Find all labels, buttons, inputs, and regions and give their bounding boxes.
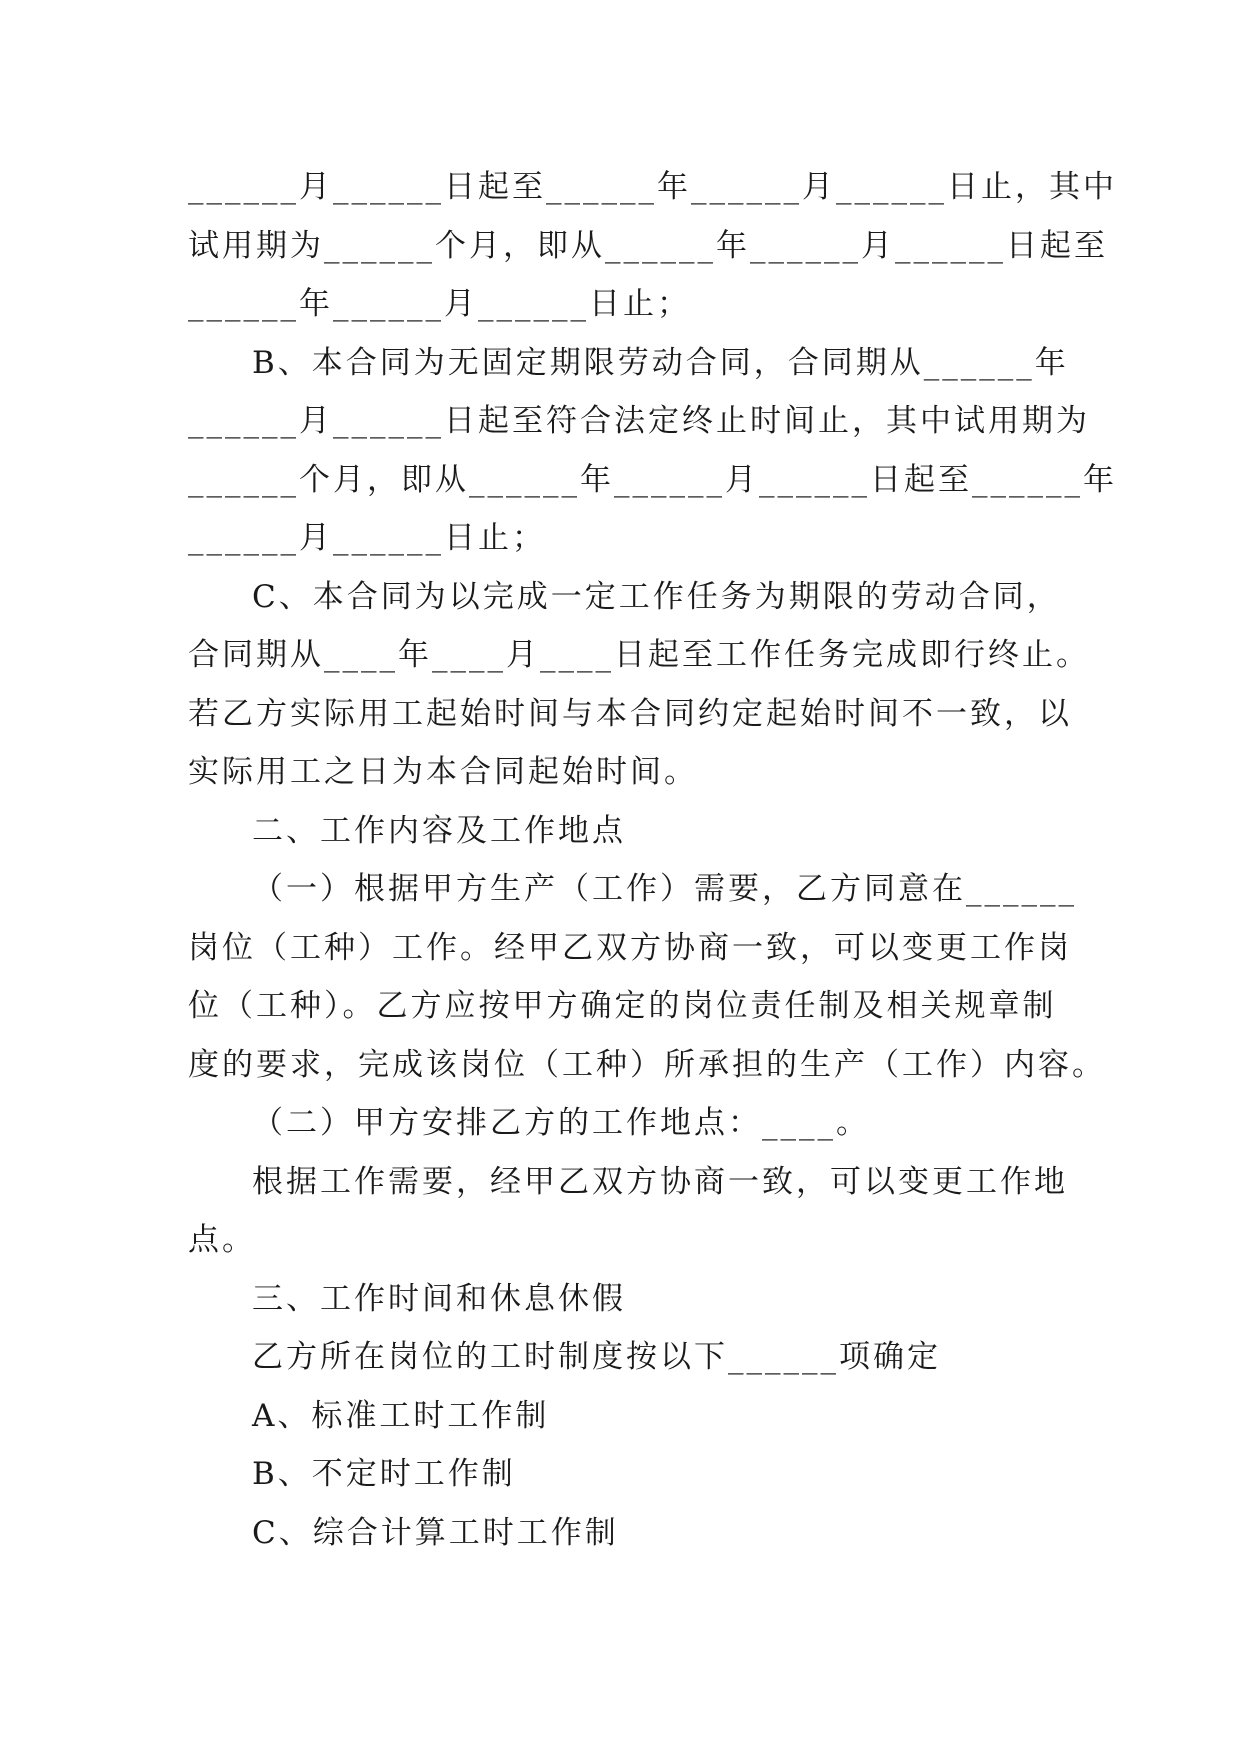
text-line: 度的要求，完成该岗位（工种）所承担的生产（工作）内容。: [188, 1046, 1106, 1083]
text-line: 点。: [188, 1222, 256, 1258]
option-item: B、不定时工作制: [252, 1456, 516, 1492]
text-line: ______年______月______日止；: [188, 286, 691, 322]
text-line: 合同期从____年____月____日起至工作任务完成即行终止。: [188, 637, 1090, 673]
text-line: 岗位（工种）工作。经甲乙双方协商一致，可以变更工作岗: [188, 929, 1072, 966]
section-heading: 三、工作时间和休息休假: [252, 1280, 626, 1317]
text-line: 实际用工之日为本合同起始时间。: [188, 754, 698, 790]
option-item: A、标准工时工作制: [252, 1397, 550, 1434]
text-line: （二）甲方安排乙方的工作地点：____。: [252, 1105, 870, 1141]
text-line: 试用期为______个月，即从______年______月______日起至: [188, 227, 1108, 264]
text-line: B、本合同为无固定期限劳动合同，合同期从______年: [252, 344, 1069, 381]
text-line: 根据工作需要，经甲乙双方协商一致，可以变更工作地: [252, 1163, 1068, 1200]
text-line: ______月______日起至符合法定终止时间止，其中试用期为: [188, 403, 1090, 439]
text-line: 乙方所在岗位的工时制度按以下______项确定: [252, 1339, 941, 1375]
text-line: 位（工种）。乙方应按甲方确定的岗位责任制及相关规章制: [188, 988, 1057, 1024]
text-line: ______个月，即从______年______月______日起至______年: [188, 461, 1117, 498]
text-line: 若乙方实际用工起始时间与本合同约定起始时间不一致，以: [188, 695, 1072, 732]
contract-text-body: [188, 158, 1117, 1562]
text-line: ______月______日止；: [188, 520, 546, 556]
text-line: ______月______日起至______年______月______日止，其中: [188, 169, 1117, 205]
option-item: C、综合计算工时工作制: [252, 1514, 619, 1551]
section-heading: 二、工作内容及工作地点: [252, 812, 626, 849]
text-line: （一）根据甲方生产（工作）需要，乙方同意在______: [252, 871, 1077, 907]
text-line: C、本合同为以完成一定工作任务为期限的劳动合同，: [252, 578, 1061, 615]
